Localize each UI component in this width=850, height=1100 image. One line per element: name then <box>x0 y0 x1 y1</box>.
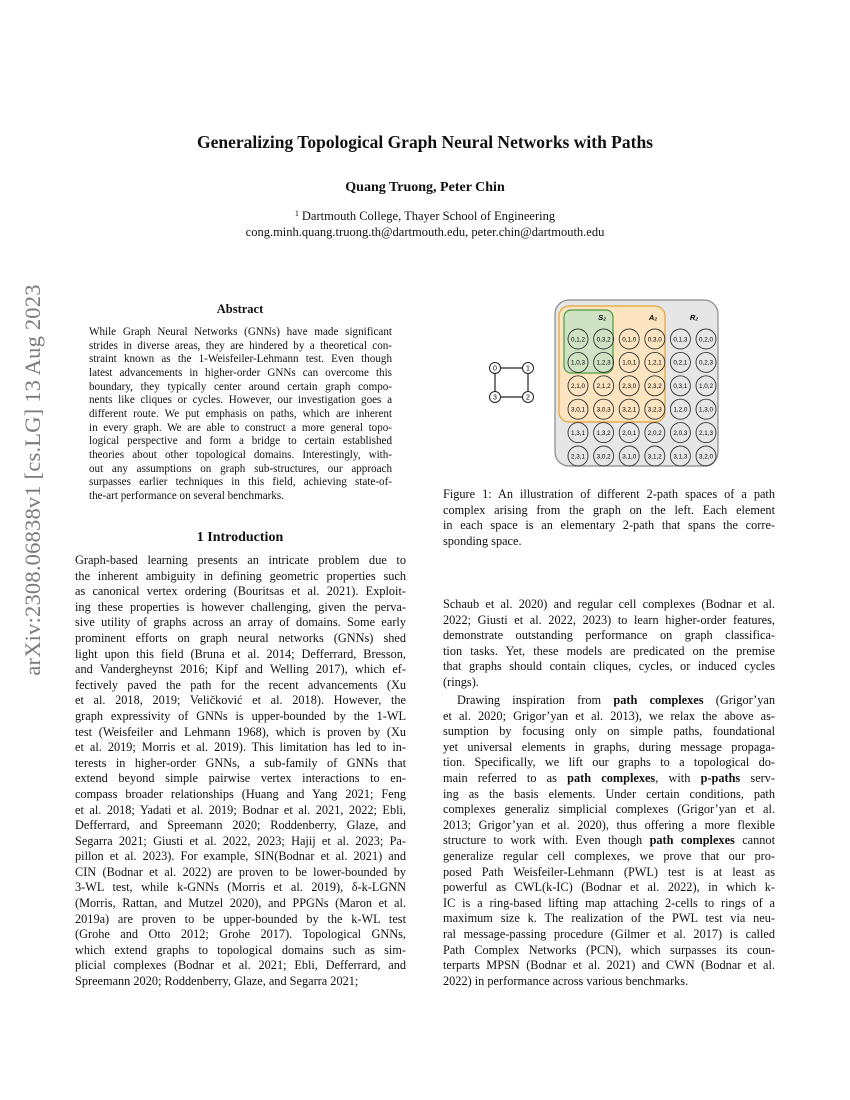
svg-text:3,0,3: 3,0,3 <box>596 406 611 414</box>
svg-text:1,2,1: 1,2,1 <box>647 359 662 367</box>
svg-text:2,3,2: 2,3,2 <box>647 383 662 391</box>
text-line: structure to work with. Even though path complexes cannot <box>443 833 775 848</box>
text-line: theories about other topological domains. Interestingly, with- <box>89 448 392 461</box>
text-line: nents like cliques or cycles. However, our investigation goes a <box>89 394 392 407</box>
text-line: Figure 1: An illustration of different 2-path spaces of a path <box>443 487 775 501</box>
text-line: 2022) in performance across various benchmarks. <box>443 973 689 988</box>
svg-text:1,2,0: 1,2,0 <box>673 406 688 414</box>
text-line: Schaub et al. 2020) and regular cell complexes (Bodnar et al. <box>443 597 775 611</box>
text-line: as canonical vertex ordering (Bouritsas et al. 2021). Exploit- <box>75 584 406 599</box>
svg-text:3,1,2: 3,1,2 <box>647 453 662 461</box>
text-line: complexes generaliz simplicial complexes (Grigor’yan et al. <box>443 802 775 817</box>
svg-text:2,3,0: 2,3,0 <box>622 383 637 391</box>
text-line: in every graph. We are able to construct a more general topo- <box>89 421 392 434</box>
text-line: posed Path Weisfeiler-Lehmann (PWL) test is at least as <box>443 864 775 879</box>
paper-title: Generalizing Topological Graph Neural Networks with Paths <box>197 132 653 152</box>
text-line: straint known as the 1-Weisfeiler-Lehmann test. Even though <box>89 353 392 366</box>
figure-caption <box>443 487 775 549</box>
svg-text:0,1,2: 0,1,2 <box>570 336 586 344</box>
text-line: tion. Specifically, we lift our graphs to a topological do- <box>443 755 775 770</box>
graph-node-2 <box>523 392 534 403</box>
svg-text:0: 0 <box>493 365 497 373</box>
text-line: and Vandergheynst 2016; Kipf and Welling 2017), which ef- <box>75 662 406 677</box>
text-line: test (Weisfeiler and Lehmann 1968), which is proven by (Xu <box>75 724 406 739</box>
emails: cong.minh.quang.truong.th@dartmouth.edu, peter.chin@dartmouth.edu <box>245 225 605 239</box>
svg-text:2,0,3: 2,0,3 <box>673 429 688 437</box>
svg-text:3,0,2: 3,0,2 <box>596 453 611 461</box>
abstract-heading: Abstract <box>216 302 264 316</box>
svg-text:1,3,1: 1,3,1 <box>570 429 586 437</box>
affiliation-mark: 1 <box>294 209 299 218</box>
svg-text:1,0,3: 1,0,3 <box>570 359 586 367</box>
text-line: et al. 2018, 2019; Veličković et al. 2018). However, the <box>75 693 406 708</box>
text-line: surpasses earlier techniques in this field, achieving state-of- <box>89 476 392 489</box>
text-line: powerful as CWL(k-IC) (Bodnar et al. 2022), in which k- <box>443 880 775 895</box>
text-line: sponding space. <box>443 533 522 548</box>
text-line: et al. 2019; Morris et al. 2019). This limitation has led to in- <box>75 740 406 755</box>
svg-text:0,3,2: 0,3,2 <box>596 336 611 344</box>
svg-text:2,3,1: 2,3,1 <box>570 453 586 461</box>
text-line: which extend graphs to topological domains such as sim- <box>75 942 406 957</box>
bold-term: path complexes <box>649 833 735 848</box>
svg-text:3,2,0: 3,2,0 <box>698 453 714 461</box>
text-line: Segarra 2021; Giusti et al. 2022, 2023; Hajij et al. 2023; Pa- <box>75 833 406 848</box>
input-graph <box>490 363 534 403</box>
bold-term: path complexes <box>567 770 656 785</box>
text-line: complex arising from the graph on the left. Each element <box>443 502 775 517</box>
text-line: maximum size k. The realization of the PWL test via neu- <box>443 911 775 926</box>
s2-label: S₂ <box>598 313 606 322</box>
text-line: plicial complexes (Bodnar et al. 2021; Ebli, Defferrard, and <box>75 958 406 973</box>
graph-node-3 <box>490 392 501 403</box>
text-line: (Morris, Rattan, and Mutzel 2020), and PPGNs (Maron et al. <box>75 896 406 911</box>
text-line: sumption by focusing only on simple paths, foundational <box>443 724 775 739</box>
text-line: Graph-based learning presents an intricate problem due to <box>75 553 406 567</box>
svg-text:1,3,0: 1,3,0 <box>698 406 714 414</box>
graph-node-1 <box>523 363 534 374</box>
text-line: et al. 2020; Grigor’yan et al. 2013), we relax the above as- <box>443 708 775 723</box>
svg-text:2: 2 <box>526 394 530 402</box>
svg-text:3,1,0: 3,1,0 <box>622 453 637 461</box>
introduction-heading: 1 Introduction <box>196 530 284 545</box>
introduction-body <box>75 553 406 990</box>
svg-text:1,3,2: 1,3,2 <box>596 429 611 437</box>
a2-label: A₂ <box>648 313 658 322</box>
text-line: that graphs should contain cliques, cycles, or induced cycles <box>443 659 775 674</box>
text-line: out any assumptions on graph sub-structures, our approach <box>89 462 392 475</box>
svg-text:0,2,3: 0,2,3 <box>698 359 714 367</box>
svg-text:3,1,3: 3,1,3 <box>673 453 688 461</box>
text-line: terests in higher-order GNNs, a sub-family of GNNs that <box>75 755 406 770</box>
text-line: CIN (Bodnar et al. 2022) are proven to be lower-bounded by <box>75 864 406 879</box>
affiliation <box>0 206 850 240</box>
text-line: different route. We put emphasis on paths, which are inherent <box>89 407 392 420</box>
svg-text:2,1,0: 2,1,0 <box>570 383 586 391</box>
arxiv-stamp: arXiv:2308.06838v1 [cs.LG] 13 Aug 2023 <box>20 284 45 676</box>
text-line: 3-WL test, while k-GNNs (Morris et al. 2019), δ-k-LGNN <box>75 880 406 895</box>
text-line: While Graph Neural Networks (GNNs) have made significant <box>89 326 392 338</box>
svg-text:1,0,1: 1,0,1 <box>622 359 637 367</box>
authors: Quang Truong, Peter Chin <box>345 180 505 195</box>
text-line: 2019a) are proven to be upper-bounded by the k-WL test <box>75 911 406 926</box>
graph-node-0 <box>490 363 501 374</box>
svg-text:2,0,1: 2,0,1 <box>622 429 637 437</box>
text-line: main referred to as path complexes, with p-paths serv- <box>443 770 776 785</box>
text-line: the-art performance on several benchmarks. <box>89 489 284 502</box>
text-line: (rings). <box>443 674 479 689</box>
text-line: sive utility of graphs across an array of domains. Some early <box>75 615 406 630</box>
svg-text:3,0,1: 3,0,1 <box>570 406 586 414</box>
text-line: light upon this field (Bruna et al. 2014; Defferrard, Bresson, <box>75 646 406 661</box>
institution: Dartmouth College, Thayer School of Engineering <box>301 209 556 223</box>
svg-text:2,0,2: 2,0,2 <box>647 429 662 437</box>
text-line: terparts MPSN (Bodnar et al. 2021) and CWN (Bodnar et al. <box>443 958 775 973</box>
text-line: strides in diverse areas, they are hindered by a theoretical con- <box>89 339 392 352</box>
text-line: fectively paved the path for the recent advancements (Xu <box>75 677 406 692</box>
text-line: et al. 2018; Yadati et al. 2019; Bodnar et al. 2021, 2022; Ebli, <box>75 802 406 817</box>
svg-text:0,3,0: 0,3,0 <box>647 336 662 344</box>
text-line: latest advancements in higher-order GNNs can overcome this <box>89 366 392 379</box>
text-line: ing these properties is however challenging, given the perva- <box>75 599 406 614</box>
text-line: yet universal elements in graphs, during message propaga- <box>443 739 775 754</box>
text-line: compass broader relationships (Huang and Yang 2021; Feng <box>75 786 406 801</box>
text-line: graph expressivity of GNNs is upper-bounded by the 1-WL <box>75 708 406 723</box>
text-line: in each space is an elementary 2-path that spans the corre- <box>443 518 775 533</box>
svg-text:0,1,0: 0,1,0 <box>622 336 637 344</box>
text-line: boundary, they typically center around certain graph compo- <box>89 380 392 393</box>
right-column-paragraph-1 <box>443 597 775 691</box>
svg-text:1: 1 <box>526 365 530 373</box>
svg-text:0,1,3: 0,1,3 <box>673 336 688 344</box>
bold-term: path complexes <box>613 693 704 707</box>
r2-label: R₂ <box>689 313 699 322</box>
text-line: 2013; Grigor’yan et al. 2020), thus offering a more flexible <box>443 817 775 832</box>
svg-text:3,2,3: 3,2,3 <box>647 406 662 414</box>
abstract-body <box>89 326 392 504</box>
text-line: pillon et al. 2023). For example, SIN(Bodnar et al. 2021) and <box>75 849 406 864</box>
text-line: Defferrard, and Spreemann 2020; Roddenberry, Glaze, and <box>75 818 406 833</box>
text-line: the inherent ambiguity in defining geometric properties such <box>75 568 406 583</box>
svg-text:2,1,3: 2,1,3 <box>698 429 714 437</box>
svg-text:0,3,1: 0,3,1 <box>673 383 688 391</box>
text-line: extend beyond simple pairwise vertex interactions to en- <box>75 771 406 786</box>
bold-term: p-paths <box>700 770 741 785</box>
svg-text:2,1,2: 2,1,2 <box>596 383 611 391</box>
text-line: Spreemann 2020; Roddenberry, Glaze, and Segarra 2021; <box>75 974 359 989</box>
svg-text:3: 3 <box>493 394 497 402</box>
text-line: tion tasks. Yet, these models are predicated on the premise <box>443 643 775 658</box>
figure-1 <box>480 298 720 470</box>
text-line: Path Complex Networks (PCN), which surpasses its coun- <box>443 942 775 957</box>
text-line: ral message-passing procedure (Gilmer et al. 2017) is called <box>443 926 775 941</box>
text-line: ing as the basis elements. Under certain conditions, path <box>443 786 775 801</box>
text-line: prominent efforts on graph neural networks (GNNs) shed <box>75 630 406 645</box>
right-column-paragraph-2 <box>443 693 775 989</box>
text-line: demonstrate outstanding performance on graph classifica- <box>443 628 775 643</box>
text-line: logical perspective and form a bridge to certain established <box>89 435 392 448</box>
svg-text:3,2,1: 3,2,1 <box>622 406 637 414</box>
text-line: (Grohe and Otto 2012; Grohe 2017). Topological GNNs, <box>75 927 406 942</box>
svg-text:1,2,3: 1,2,3 <box>596 359 611 367</box>
svg-text:1,0,2: 1,0,2 <box>698 383 714 391</box>
svg-text:0,2,0: 0,2,0 <box>698 336 714 344</box>
svg-text:0,2,1: 0,2,1 <box>673 359 688 367</box>
text-line: generalize regular cell complexes, we prove that our pro- <box>443 848 775 863</box>
text-line: Drawing inspiration from path complexes (Grigor’yan <box>457 693 775 707</box>
text-line: IC is a ring-based lifting map attaching 2-cells to rings of a <box>443 895 775 910</box>
text-line: 2022; Giusti et al. 2022, 2023) to learn higher-order features, <box>443 612 775 627</box>
